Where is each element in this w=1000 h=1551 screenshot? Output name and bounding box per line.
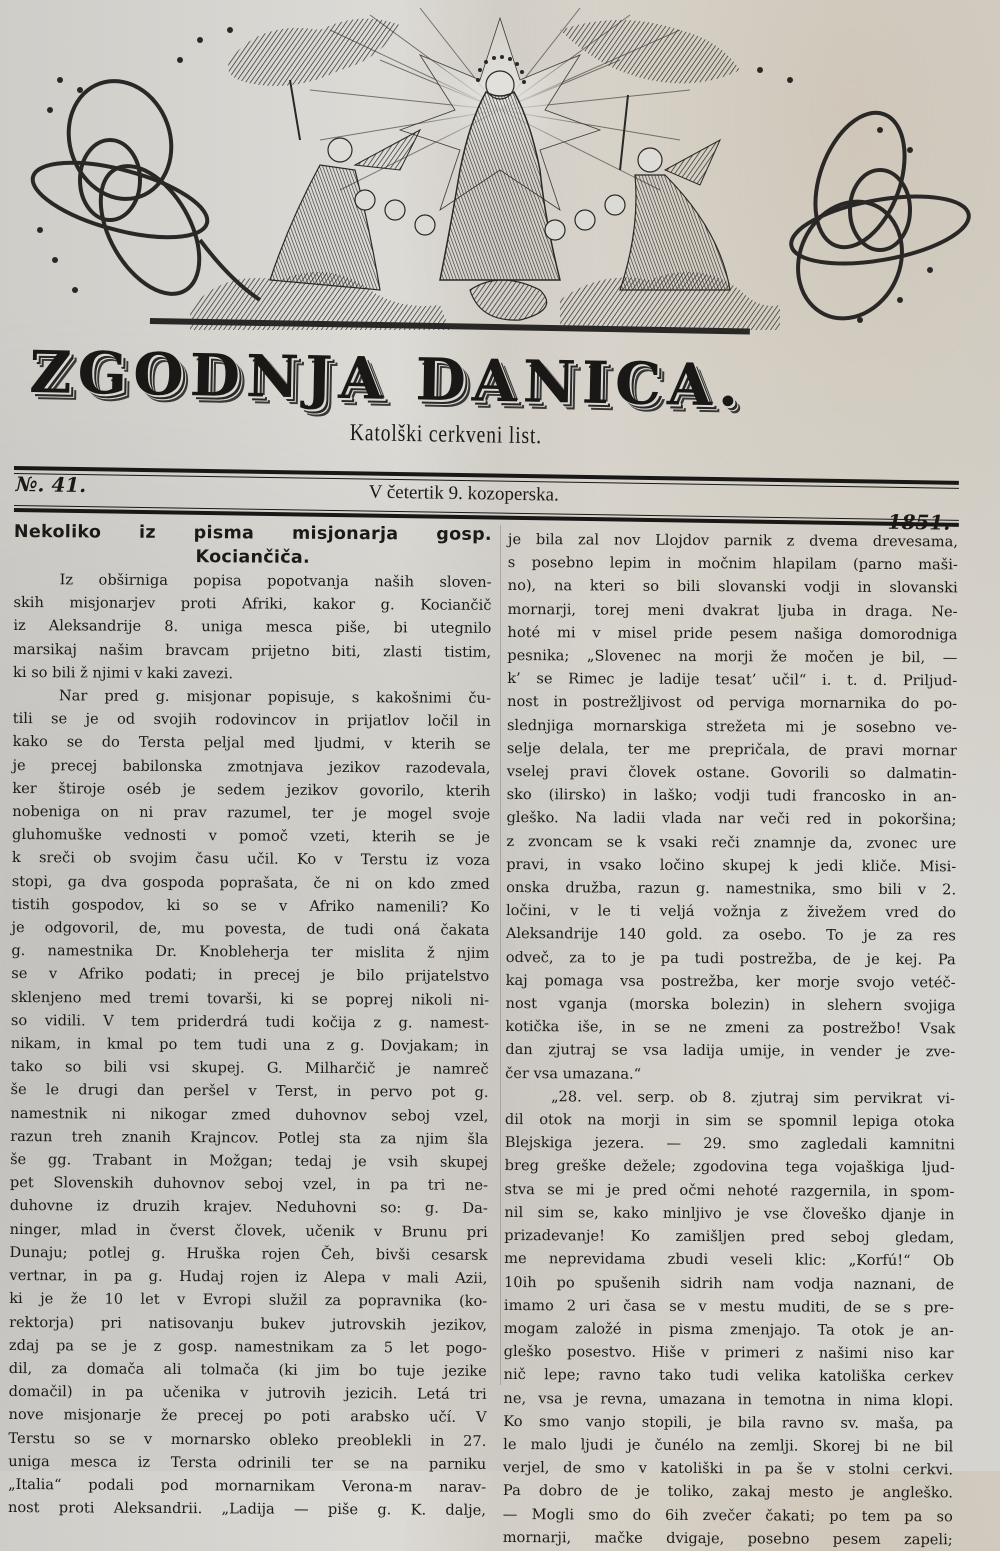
text-line: le malo ljudi je čunélo na zemlji. Skorej bi ne bil [503,1435,954,1456]
text-line: marsikaj našim bravcam prijetno biti, zlasti tistim, [13,640,492,661]
text-line: — Mogli smo do 6ih zvečer čakati; po tem pa so [502,1505,953,1525]
text-line: nost in postrežljivost od perviga mornarnika do po- [507,693,958,713]
text-line: vselej pravi človek ostane. Govorili so dalmatin- [506,763,957,783]
issue-number: №. 41. [15,472,87,498]
issue-date: V četertik 9. kozoperska. [368,481,559,506]
newspaper-title: ZGODNJA DANICA. [28,338,746,420]
text-line: rektorja) pri natisovanju bukev jutrovskih jezikov, [9,1313,488,1334]
article-right-column [503,528,958,1551]
text-line: tako so bili vsi skupej. G. Milharčič je namreč [10,1058,489,1079]
text-line: pet Slovenskih duhovnov seboj vzel, in pa tri ne- [9,1174,488,1195]
text-line: nil sim se, kako minljivo je vse človeško djanje in [504,1203,955,1224]
text-line: zdaj pa se je z gosp. namestnikam za 5 let pogo- [8,1336,488,1357]
text-line: k sreči ob svojim času učil. Ko v Terstu iz voza [11,849,490,870]
text-line: tili se je od svojih rodovincov in prijatlov ločil in [12,710,491,731]
text-line: duhovne iz druzih krajev. Neduhovni so: g. Da- [9,1197,488,1218]
text-line: nove misjonarje že precej po poti arabsko učí. V [8,1406,487,1427]
text-line: gluhomuške vednosti v pomoč vzeti, kterih se je [12,826,491,847]
text-line: ker štiroje oséb je sedem jezikov govorilo, kterih [12,779,491,800]
text-line: kotička iše, in se ne zmeni za postrežbo! Vsak [505,1018,956,1038]
text-line: še le drugi dan peršel v Terst, in pervo pot g. [10,1081,489,1102]
text-line: me neprevidama zbudi veseli klic: „Korfú!“ Ob [504,1250,955,1270]
text-line: razun treh znanih Krajncov. Potlej sta za njim šla [10,1127,489,1148]
angel-right-icon [620,95,730,290]
text-line: Dunaju; potlej g. Hruška rojen Čeh, bivši cesarsk [9,1243,488,1264]
text-line: so vidili. V tem priderdrá tudi kočija z g. namest- [10,1011,489,1032]
article-left-column [8,520,492,1522]
text-line: Iz obširniga popisa popotvanja naših sloven- [59,571,492,591]
celtic-knot-left-icon [25,67,260,311]
text-line: sklenjeno med tremi tovarši, ki se poprej nikoli ni- [11,988,490,1009]
text-line: dil otok na morji in sim se spomnil lepiga otoka [504,1111,955,1131]
text-line: breg greške dežele; zgodovina tega vojaškiga ljud- [504,1157,955,1177]
text-line: imamo 2 uri časa se v mestu muditi, de se s pre- [503,1296,954,1317]
text-line: čer vsa umazana.“ [505,1064,642,1083]
angel-left-icon [270,80,420,290]
text-line: mornarji, mačke dvigaje, posebno pesem zapeli; [502,1528,953,1549]
text-line: Aleksandrije 140 gold. za osebo. To je za res [505,925,956,945]
text-line: k’ se Rimec je ladije tesat’ učil“ i. t. d. Priljud- [507,670,958,690]
text-line: prizadevanje! Ko zamišljen pred seboj gledam, [504,1227,955,1247]
text-line: odveč, za to je pa tudi postrežba, de je kej. Pa [505,948,956,969]
masthead-engraving [0,0,1000,345]
text-line: nobeniga on ni prav razumel, ter je mogel svoje [12,803,491,823]
column-divider [500,525,501,1385]
text-line: s posebno lepim in močnim hlapilam (parno maši- [507,554,958,574]
text-line: mornarji, torej meni dvakrat ljuba in draga. Ne- [507,600,958,620]
text-line: stopi, ga dva gospoda poprašata, če ni on kdo zmed [11,872,490,893]
text-line: ninger, mlad in čverst človek, učenik v Brunu pri [9,1220,488,1241]
text-line: dil, za domača ali tolmača (ki jim bo tuje jezike [8,1359,487,1380]
text-line: Nar pred g. misjonar popisuje, s kakošnimi ču- [58,687,491,707]
article-heading [14,520,492,571]
text-line: nikam, in kmal po tem tudi una z g. Dovjakam; in [10,1035,489,1055]
text-line: mogam založé in pisma zmenjajo. Ta otok je an- [503,1319,954,1340]
text-line: Blejskiga jezera. — 29. smo zagledali kamnitni [504,1134,955,1154]
text-line: uniga mesca iz Tersta odrinili ter se na parniku [8,1452,487,1473]
article-title-line2: Kociančiča. [195,547,311,568]
article-title-line1: Nekoliko iz pisma misjonarja gosp. [13,521,492,545]
text-line: še gg. Trabant in Možgan; tedaj je vsih skupej [10,1151,489,1171]
text-line: kako se do Tersta peljal med ljudmi, v kterih se [12,733,491,754]
text-line: stva se mi je pred očmi nehoté razgernila, in spom- [504,1180,955,1201]
newspaper-subtitle: Katolški cerkveni list. [349,420,543,450]
text-line: onska družba, razun g. namestnika, smo bili v 2. [506,879,957,899]
text-line: Terstu so se v mornarsko obleko preoblekli in 27. [8,1429,487,1450]
text-line: je precej babilonska zmotnjava jezikov razodevala, [12,756,491,777]
text-line: gleško. Na ladii vlada nar veči red in pokoršina; [506,809,957,829]
left-column-text [8,568,492,1522]
text-line: tistih gospodov, ki so se v Afriko namenili? Ko [11,895,490,916]
text-line: ki je že 10 let v Evropi služil za popravnika (ko- [9,1290,488,1311]
text-line: ne, vsa je revna, umazana in temotna in nima klopi. [503,1389,954,1409]
text-line: pravi, in vsako ločino skupej k jedi kliče. Misi- [506,855,957,876]
text-line: „28. vel. serp. ob 8. zjutraj sim pervikrat vi- [550,1088,956,1108]
engraving-illustration [0,0,1000,345]
text-line: „Italia“ podali pod mornarnikam Verona-m narav- [8,1475,487,1496]
text-line: hoté mi v misel pride pesem našiga domorodniga [507,623,958,644]
text-line: namestnik ni nikogar zmed duhovnov seboj vzel, [10,1104,489,1125]
text-line: iz Aleksandrije 8. uniga mesca piše, bi utegnilo [13,617,492,638]
text-line: je odgovoril, de, mu povesta, de tudi oná čakata [11,919,490,939]
text-line: ki so bili ž njimi v kaki zavezi. [13,663,234,683]
text-line: z zvoncam se k vsaki reči znamnje da, zvonec ure [506,832,957,852]
text-line: selje delala, ter me prepričala, de pravi mornar [506,739,957,760]
text-line: Ko smo vanjo stopili, je bila ravno sv. maša, pa [503,1412,954,1433]
text-line: skih misjonarjev proti Afriki, kakor g. Kociančič [13,594,492,615]
text-line: nič lepe; ravno tako tudi velika katoliška cerkev [503,1366,954,1386]
text-line: verjel, de smo v katoliški in pa še v stolni cerkvi. [503,1459,954,1479]
celtic-knot-right-icon [779,101,974,336]
right-column-text [503,528,958,1551]
text-line: 10ih po spušenih sidrih nam vodja naznani, de [504,1273,955,1293]
text-line: Pa dobro de je toliko, zakaj mesto je angleško. [502,1482,953,1502]
text-line: no), na kteri so bili slovanski vodji in slovanski [507,577,958,597]
text-line: ločini, v le ti veljá vožnja z živežem vred do [505,902,957,922]
text-line: se v Afriko podati; in precej je bilo prijatelstvo [11,965,490,986]
text-line: gleško posestvo. Hiše v primeri z našimi niso kar [503,1343,954,1363]
text-line: nost proti Aleksandrii. „Ladija — piše g. K. dalje, [7,1499,487,1520]
text-line: domačil) in pa učenika v jutrovih jezicih. Letá tri [8,1383,487,1404]
text-line: je bila zal nov Llojdov parnik z dvema drevesama, [507,530,958,551]
text-line: slednjiga mornarskiga strežeta mi je sosebno ve- [506,716,958,736]
text-line: dan zjutraj se vsa ladija umije, in vender je zve- [505,1041,956,1061]
text-line: nost vganja (morska bolezin) in slehern svojiga [505,995,956,1015]
text-line: kaj pomaga vsa postrežba, ker morje svojo vetéč- [505,971,956,992]
text-line: pesnika; „Slovenec na morji že močen je bil, — [507,647,958,667]
text-line: vertnar, in pa g. Hudaj rojen iz Alepa v mali Azii, [9,1267,488,1287]
text-line: g. namestnika Dr. Knobleherja ter mislita ž njim [11,942,490,963]
text-line: sko (ilirsko) in laško; vodji tudi francosko in an- [506,786,957,806]
